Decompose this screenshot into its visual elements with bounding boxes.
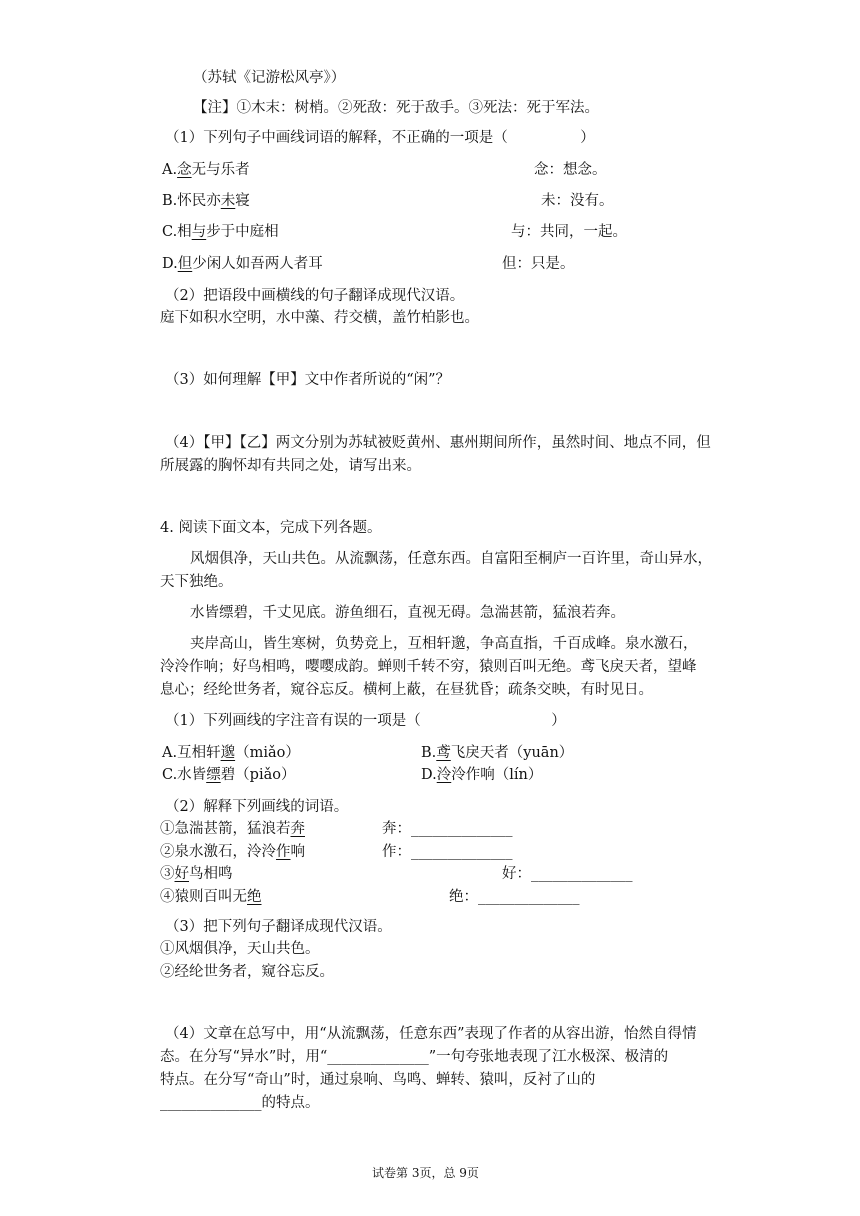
q3-3-stem: （3）如何理解【甲】文中作者所说的“闲”？ xyxy=(165,372,451,388)
source-line: （苏轼《记游松风亭》） xyxy=(193,70,346,86)
q3-1-option-d-answer: 但：只是。 xyxy=(502,256,575,272)
q4-1-option-a: A.互相轩邈（miǎo） xyxy=(162,745,300,761)
q3-1-option-a: A.念无与乐者 xyxy=(162,162,250,178)
q3-4-line1: （4）【甲】【乙】两文分别为苏轼被贬黄州、惠州期间所作，虽然时间、地点不同，但 xyxy=(165,435,711,451)
q3-1-option-a-answer: 念：想念。 xyxy=(534,162,607,178)
passage-p3-line3: 息心；经纶世务者，窥谷忘反。横柯上蔽，在昼犹昏；疏条交映，有时见日。 xyxy=(160,682,653,698)
annotation-note: 【注】①木末：树梢。②死敌：死于敌手。③死法：死于军法。 xyxy=(193,100,599,116)
q4-4-line3: 特点。在分写“奇山”时，通过泉响、鸟鸣、蝉转、猿叫，反衬了山的 xyxy=(160,1072,596,1088)
q4-4-line2: 态。在分写“异水”时，用“______________”一句夸张地表现了江水极深、极清的 xyxy=(160,1049,669,1065)
q3-1-option-b-answer: 未：没有。 xyxy=(541,193,614,209)
q4-1-option-d: D.泠泠作响（lín） xyxy=(421,767,543,783)
q4-3-sentence-1: ①风烟俱净，天山共色。 xyxy=(160,941,320,957)
q3-1-option-c: C.相与步于中庭相 xyxy=(162,224,279,240)
q3-1-stem: （1）下列句子中画线词语的解释，不正确的一项是（ ） xyxy=(165,130,595,146)
passage-p3-line2: 泠泠作响；好鸟相鸣，嘤嘤成韵。蝉则千转不穷，猿则百叫无绝。鸢飞戾天者，望峰 xyxy=(160,659,697,675)
q4-1-option-b: B.鸢飞戾天者（yuān） xyxy=(421,745,574,761)
passage-p1-line1: 风烟俱净，天山共色。从流飘荡，任意东西。自富阳至桐庐一百许里，奇山异水， xyxy=(190,551,712,567)
q4-4-line4: ______________的特点。 xyxy=(160,1095,320,1111)
q4-2-item-4-answer: 绝：______________ xyxy=(449,889,580,905)
passage-p3-line1: 夹岸高山，皆生寒树，负势竞上，互相轩邈，争高直指，千百成峰。泉水激石， xyxy=(190,636,698,652)
q4-1-option-c: C.水皆缥碧（piǎo） xyxy=(162,767,296,783)
q4-2-stem: （2）解释下列画线的词语。 xyxy=(165,799,349,815)
q4-2-item-4: ④猿则百叫无绝 xyxy=(160,889,262,905)
q4-2-item-1-answer: 奔：______________ xyxy=(382,821,513,837)
q4-4-line1: （4）文章在总写中，用“从流飘荡，任意东西”表现了作者的从容出游，怡然自得情 xyxy=(165,1026,697,1042)
q4-1-stem: （1）下列画线的字注音有误的一项是（ ） xyxy=(165,713,566,729)
passage-p2: 水皆缥碧，千丈见底。游鱼细石，直视无碍。急湍甚箭，猛浪若奔。 xyxy=(190,605,625,621)
q4-2-item-1: ①急湍甚箭，猛浪若奔 xyxy=(160,821,305,837)
q3-1-option-c-answer: 与：共同，一起。 xyxy=(511,224,627,240)
q4-2-item-3: ③好鸟相鸣 xyxy=(160,866,233,882)
q4-title: 4. 阅读下面文本，完成下列各题。 xyxy=(160,520,382,536)
q3-4-line2: 所展露的胸怀却有共同之处，请写出来。 xyxy=(160,458,421,474)
passage-p1-line2: 天下独绝。 xyxy=(160,574,233,590)
q4-2-item-3-answer: 好：______________ xyxy=(502,866,633,882)
q4-2-item-2: ②泉水激石，泠泠作响 xyxy=(160,844,305,860)
q4-3-stem: （3）把下列句子翻译成现代汉语。 xyxy=(165,919,392,935)
q4-2-item-2-answer: 作：______________ xyxy=(382,844,513,860)
q4-3-sentence-2: ②经纶世务者，窥谷忘反。 xyxy=(160,964,334,980)
q3-1-option-d: D.但少闲人如吾两人者耳 xyxy=(162,256,323,272)
q3-2-sentence: 庭下如积水空明，水中藻、荇交横，盖竹柏影也。 xyxy=(160,310,479,326)
q3-2-stem: （2）把语段中画横线的句子翻译成现代汉语。 xyxy=(165,288,465,304)
q3-1-option-b: B.怀民亦未寝 xyxy=(162,193,250,209)
page-footer: 试卷第 3页，总 9页 xyxy=(372,1166,479,1180)
